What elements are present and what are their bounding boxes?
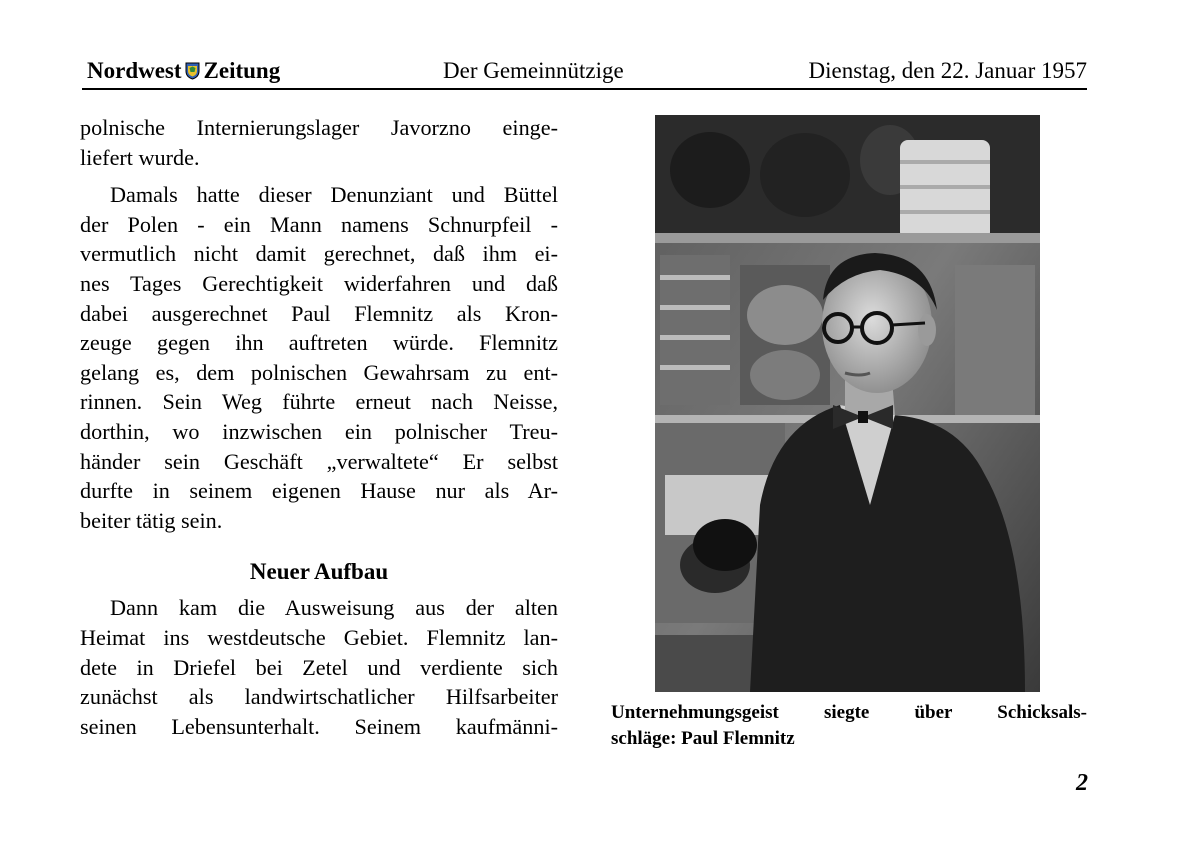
caption-line: schläge: Paul Flemnitz bbox=[611, 728, 795, 749]
paragraph-2-line: vermutlich nicht damit gerechnet, daß ihm ei- bbox=[80, 241, 558, 267]
newspaper-name-part2: Zeitung bbox=[203, 58, 281, 83]
paragraph-gap bbox=[80, 172, 558, 180]
article-column bbox=[80, 113, 558, 741]
newspaper-name bbox=[87, 58, 280, 84]
caption-line: Unternehmungsgeist siegte über Schicksals- bbox=[611, 702, 1087, 723]
newspaper-name-part1: Nordwest bbox=[87, 58, 182, 83]
paragraph-2-line: beiter tätig sein. bbox=[80, 507, 223, 533]
paragraph-3-line: dete in Driefel bei Zetel und verdiente sich bbox=[80, 654, 558, 680]
paragraph-2-line: rinnen. Sein Weg führte erneut nach Neisse, bbox=[80, 389, 558, 415]
paragraph-3-line: zunächst als landwirtschatlicher Hilfsarbeiter bbox=[80, 684, 558, 710]
header-rule bbox=[82, 88, 1087, 90]
paragraph-1-line: liefert wurde. bbox=[80, 144, 200, 170]
photo-caption bbox=[611, 700, 1087, 752]
page-header bbox=[82, 58, 1087, 88]
paragraph-2-line: dorthin, wo inzwischen ein polnischer Treu- bbox=[80, 418, 558, 444]
paragraph-3-line: Heimat ins westdeutsche Gebiet. Flemnitz lan- bbox=[80, 624, 558, 650]
subheading: Neuer Aufbau bbox=[249, 559, 389, 585]
paragraph-2-line: Damals hatte dieser Denunziant und Büttel bbox=[110, 182, 558, 208]
paragraph-2-line: dabei ausgerechnet Paul Flemnitz als Kron- bbox=[80, 300, 558, 326]
paragraph-2-line: der Polen - ein Mann namens Schnurpfeil - bbox=[80, 211, 558, 237]
page-number: 2 bbox=[1076, 770, 1088, 796]
paragraph-2-line: gelang es, dem polnischen Gewahrsam zu ent- bbox=[80, 359, 558, 385]
section-title: Der Gemeinnützige bbox=[443, 58, 624, 83]
paragraph-3-line: Dann kam die Ausweisung aus der alten bbox=[110, 595, 558, 621]
paragraph-2-line: händer sein Geschäft „verwaltete“ Er selbst bbox=[80, 448, 558, 474]
paragraph-2-line: durfte in seinem eigenen Hause nur als Ar- bbox=[80, 478, 558, 504]
issue-date: Dienstag, den 22. Januar 1957 bbox=[808, 58, 1087, 83]
paragraph-2-line: nes Tages Gerechtigkeit widerfahren und daß bbox=[80, 270, 558, 296]
coat-of-arms-icon bbox=[185, 62, 200, 80]
paragraph-3-line: seinen Lebensunterhalt. Seinem kaufmänni- bbox=[80, 713, 558, 739]
portrait-photo bbox=[655, 115, 1040, 692]
paragraph-1-line: polnische Internierungslager Javorzno einge- bbox=[80, 115, 558, 140]
paragraph-2-line: zeuge gegen ihn auftreten würde. Flemnitz bbox=[80, 330, 558, 356]
